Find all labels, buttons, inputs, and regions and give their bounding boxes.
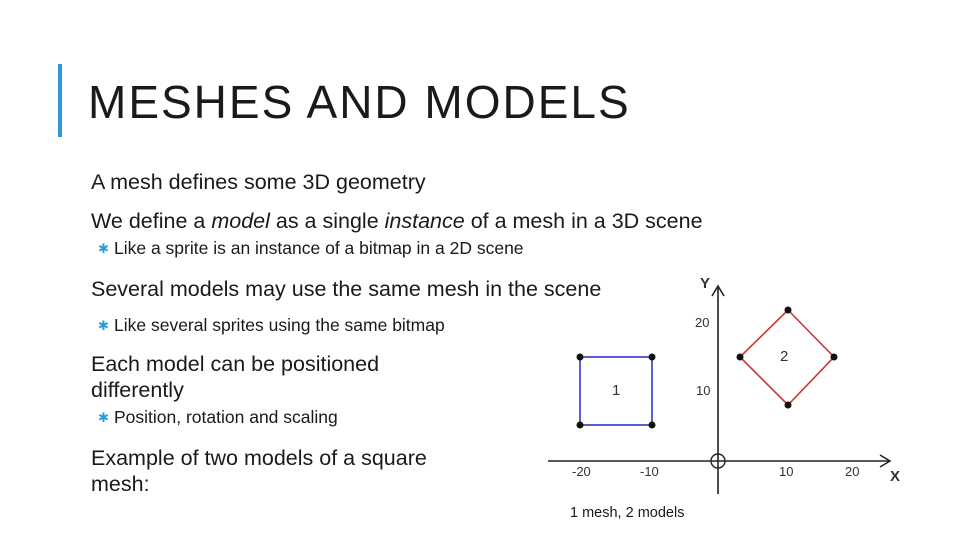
asterisk-icon: ✱	[98, 318, 109, 333]
asterisk-icon: ✱	[98, 241, 109, 256]
x-tick-label: -10	[640, 464, 659, 479]
sub-bullet-text: Like a sprite is an instance of a bitmap in a 2D scene	[114, 238, 524, 258]
x-tick-label: 10	[779, 464, 794, 479]
model-2-vertex	[785, 402, 792, 409]
x-tick-label: -20	[572, 464, 591, 479]
sub-bullet-position-rotation-scaling	[98, 406, 338, 429]
emphasis-model: model	[211, 209, 270, 233]
model-2-label: 2	[780, 348, 789, 365]
sub-bullet-text: Like several sprites using the same bitmap	[114, 315, 445, 335]
x-axis-label: X	[890, 468, 901, 485]
sub-bullet-text: Position, rotation and scaling	[114, 407, 338, 427]
bullet-positioned-differently: Each model can be positioned differently	[91, 352, 380, 402]
bullet-model-part-1: We define a	[91, 209, 212, 233]
sub-bullet-sprite-instance	[98, 237, 524, 260]
model-2-vertex	[831, 354, 838, 361]
bullet-square-mesh-example: Example of two models of a square mesh:	[91, 446, 427, 496]
model-1-vertex	[577, 354, 584, 361]
bullet-model-part-3: of a mesh in a 3D scene	[464, 209, 703, 233]
emphasis-instance: instance	[384, 209, 465, 233]
figure-caption: 1 mesh, 2 models	[570, 505, 685, 521]
sub-bullet-several-sprites	[98, 314, 445, 337]
model-2-vertex	[737, 354, 744, 361]
bullet-several-models: Several models may use the same mesh in the scene	[91, 277, 602, 301]
title-accent-bar	[58, 64, 62, 137]
bullet-model-definition	[91, 208, 703, 234]
asterisk-icon: ✱	[98, 410, 109, 425]
slide-title: MESHES AND MODELS	[88, 76, 631, 128]
model-1-label: 1	[612, 382, 621, 399]
x-tick-label: 20	[845, 464, 860, 479]
model-1-vertex	[649, 422, 656, 429]
model-2-vertex	[785, 307, 792, 314]
bullet-mesh-definition: A mesh defines some 3D geometry	[91, 170, 426, 194]
model-1-vertex	[649, 354, 656, 361]
y-axis-label: Y	[700, 275, 711, 292]
bullet-model-part-2: as a single	[269, 209, 385, 233]
y-tick-label: 20	[695, 315, 710, 330]
coordinate-diagram	[540, 262, 920, 502]
model-1-vertex	[577, 422, 584, 429]
y-tick-label: 10	[696, 383, 711, 398]
